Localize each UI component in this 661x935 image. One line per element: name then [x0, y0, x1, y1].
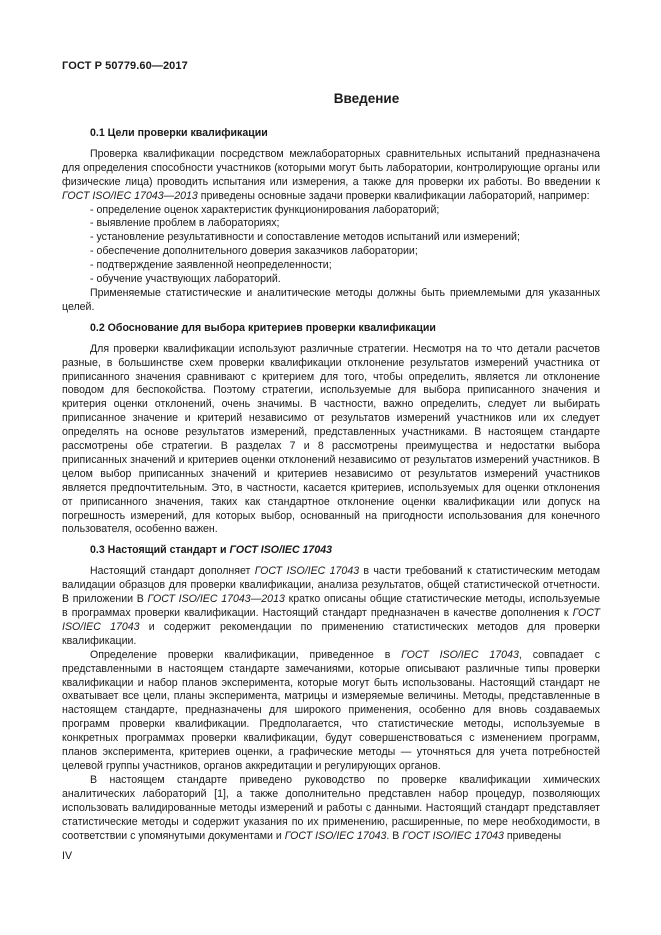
paragraph: Определение проверки квалификации, приведенное в ГОСТ ISO/IEC 17043, совпадает с представленными в настоящем стандарте замечаниями, которые описывают различные типы проверки квалификации и набор планов эксперимента, которые могут быть использованы. Настоящий стандарт не охватывает все цели, планы эксперимента, матрицы и измеряемые величины. Методы, представленные в настоящем стандарте, предназначены для широкого применения, особенно для вновь создаваемых программ проверки квалификации. Предполагается, что статистические методы, используемые в конкретных программах проверки квалификации, будут совершенствоваться с изменением программ, планов эксперимента, критериев оценки, а графические методы — уточняться для учета потребностей целевой группы участников, органов аккредитации и регулирующих органов. — [62, 648, 600, 772]
list-item: - определение оценок характеристик функционирования лабораторий; — [90, 203, 440, 216]
paragraph: Проверка квалификации посредством межлабораторных сравнительных испытаний предназначена для определения способности участников (которыми могут быть лаборатории, контролирующие органы или физические лица) проводить испытания или измерения, а также для проверки их работы. Во введении к ГОСТ ISO/IEC 17043—2013 приведены основные задачи проверки квалификации лабораторий, например: — [62, 147, 600, 202]
document-body — [62, 127, 600, 850]
paragraph: В настоящем стандарте приведено руководство по проверке квалификации химических аналитических лабораторий [1], а также дополнительно представлен набор процедур, позволяющих использовать валидированные методы измерений и работы с данными. Настоящий стандарт представляет статистические методы и содержит указания по их применению, расширенные, по мере необходимости, в соответствии с упомянутыми документами и ГОСТ ISO/IEC 17043. В ГОСТ ISO/IEC 17043 приведены — [62, 773, 600, 842]
paragraph: Настоящий стандарт дополняет ГОСТ ISO/IEC 17043 в части требований к статистическим методам валидации образцов для проверки квалификации, анализа результатов, общей статистической отчетности. В приложении В ГОСТ ISO/IEC 17043—2013 кратко описаны общие статистические методы, используемые в программах проверки квалификации. Настоящий стандарт предназначен в качестве дополнения к ГОСТ ISO/IEC 17043 и содержит рекомендации по применению статистических методов для проверки квалификации. — [62, 565, 601, 647]
page-title: Введение — [333, 91, 400, 106]
list-item: - выявление проблем в лабораториях; — [90, 217, 280, 230]
paragraph: Для проверки квалификации используют различные стратегии. Несмотря на то что детали расчетов разные, в большинстве схем проверки квалификации отклонение результатов измерений участника от приписанного значения сравнивают с критерием для того, чтобы определить, является ли отклонение поводом для беспокойства. Поэтому стратегии, используемые для выбора приписанного значения и критерия оценки отклонений, очень значимы. В частности, важно определить, следует ли выбирать приписанное значение и критерий независимо от результатов измерений участников или их следует определять на основе результатов измерений, представленных участниками. В настоящем стандарте рассмотрены обе стратегии. В разделах 7 и 8 рассмотрены преимущества и недостатки выбора приписанных значений и критериев оценки отклонений независимо от результатов измерений участников. В целом выбор приписанных значений и критериев независимо от результатов измерений участников является предпочтительным. Это, в частности, касается критериев, используемых для оценки отклонения от приписанного значения, таких как стандартное отклонение оценки квалификации или допуск на погрешность измерений, для которых выбор, основанный на пригодности использования для конечного пользователя, особенно важен. — [62, 342, 600, 536]
section-rationale — [62, 322, 600, 538]
section-goals — [62, 127, 600, 315]
section-heading: 0.1 Цели проверки квалификации — [90, 127, 268, 139]
document-code: ГОСТ Р 50779.60—2017 — [62, 60, 188, 72]
list-item: - подтверждение заявленной неопределенности; — [90, 259, 332, 272]
section-relation — [62, 544, 600, 843]
list-item: - установление результативности и сопоставление методов испытаний или измерений; — [90, 231, 520, 244]
page-number: IV — [62, 850, 73, 862]
goals-list — [62, 204, 600, 287]
paragraph: Применяемые статистические и аналитические методы должны быть приемлемыми для указанных целей. — [62, 286, 600, 313]
list-item: - обучение участвующих лабораторий. — [90, 273, 281, 286]
section-heading: 0.2 Обоснование для выбора критериев проверки квалификации — [90, 321, 436, 334]
list-item: - обеспечение дополнительного доверия заказчиков лаборатории; — [90, 245, 418, 258]
section-heading: 0.3 Настоящий стандарт и ГОСТ ISO/IEC 17043 — [90, 544, 333, 557]
